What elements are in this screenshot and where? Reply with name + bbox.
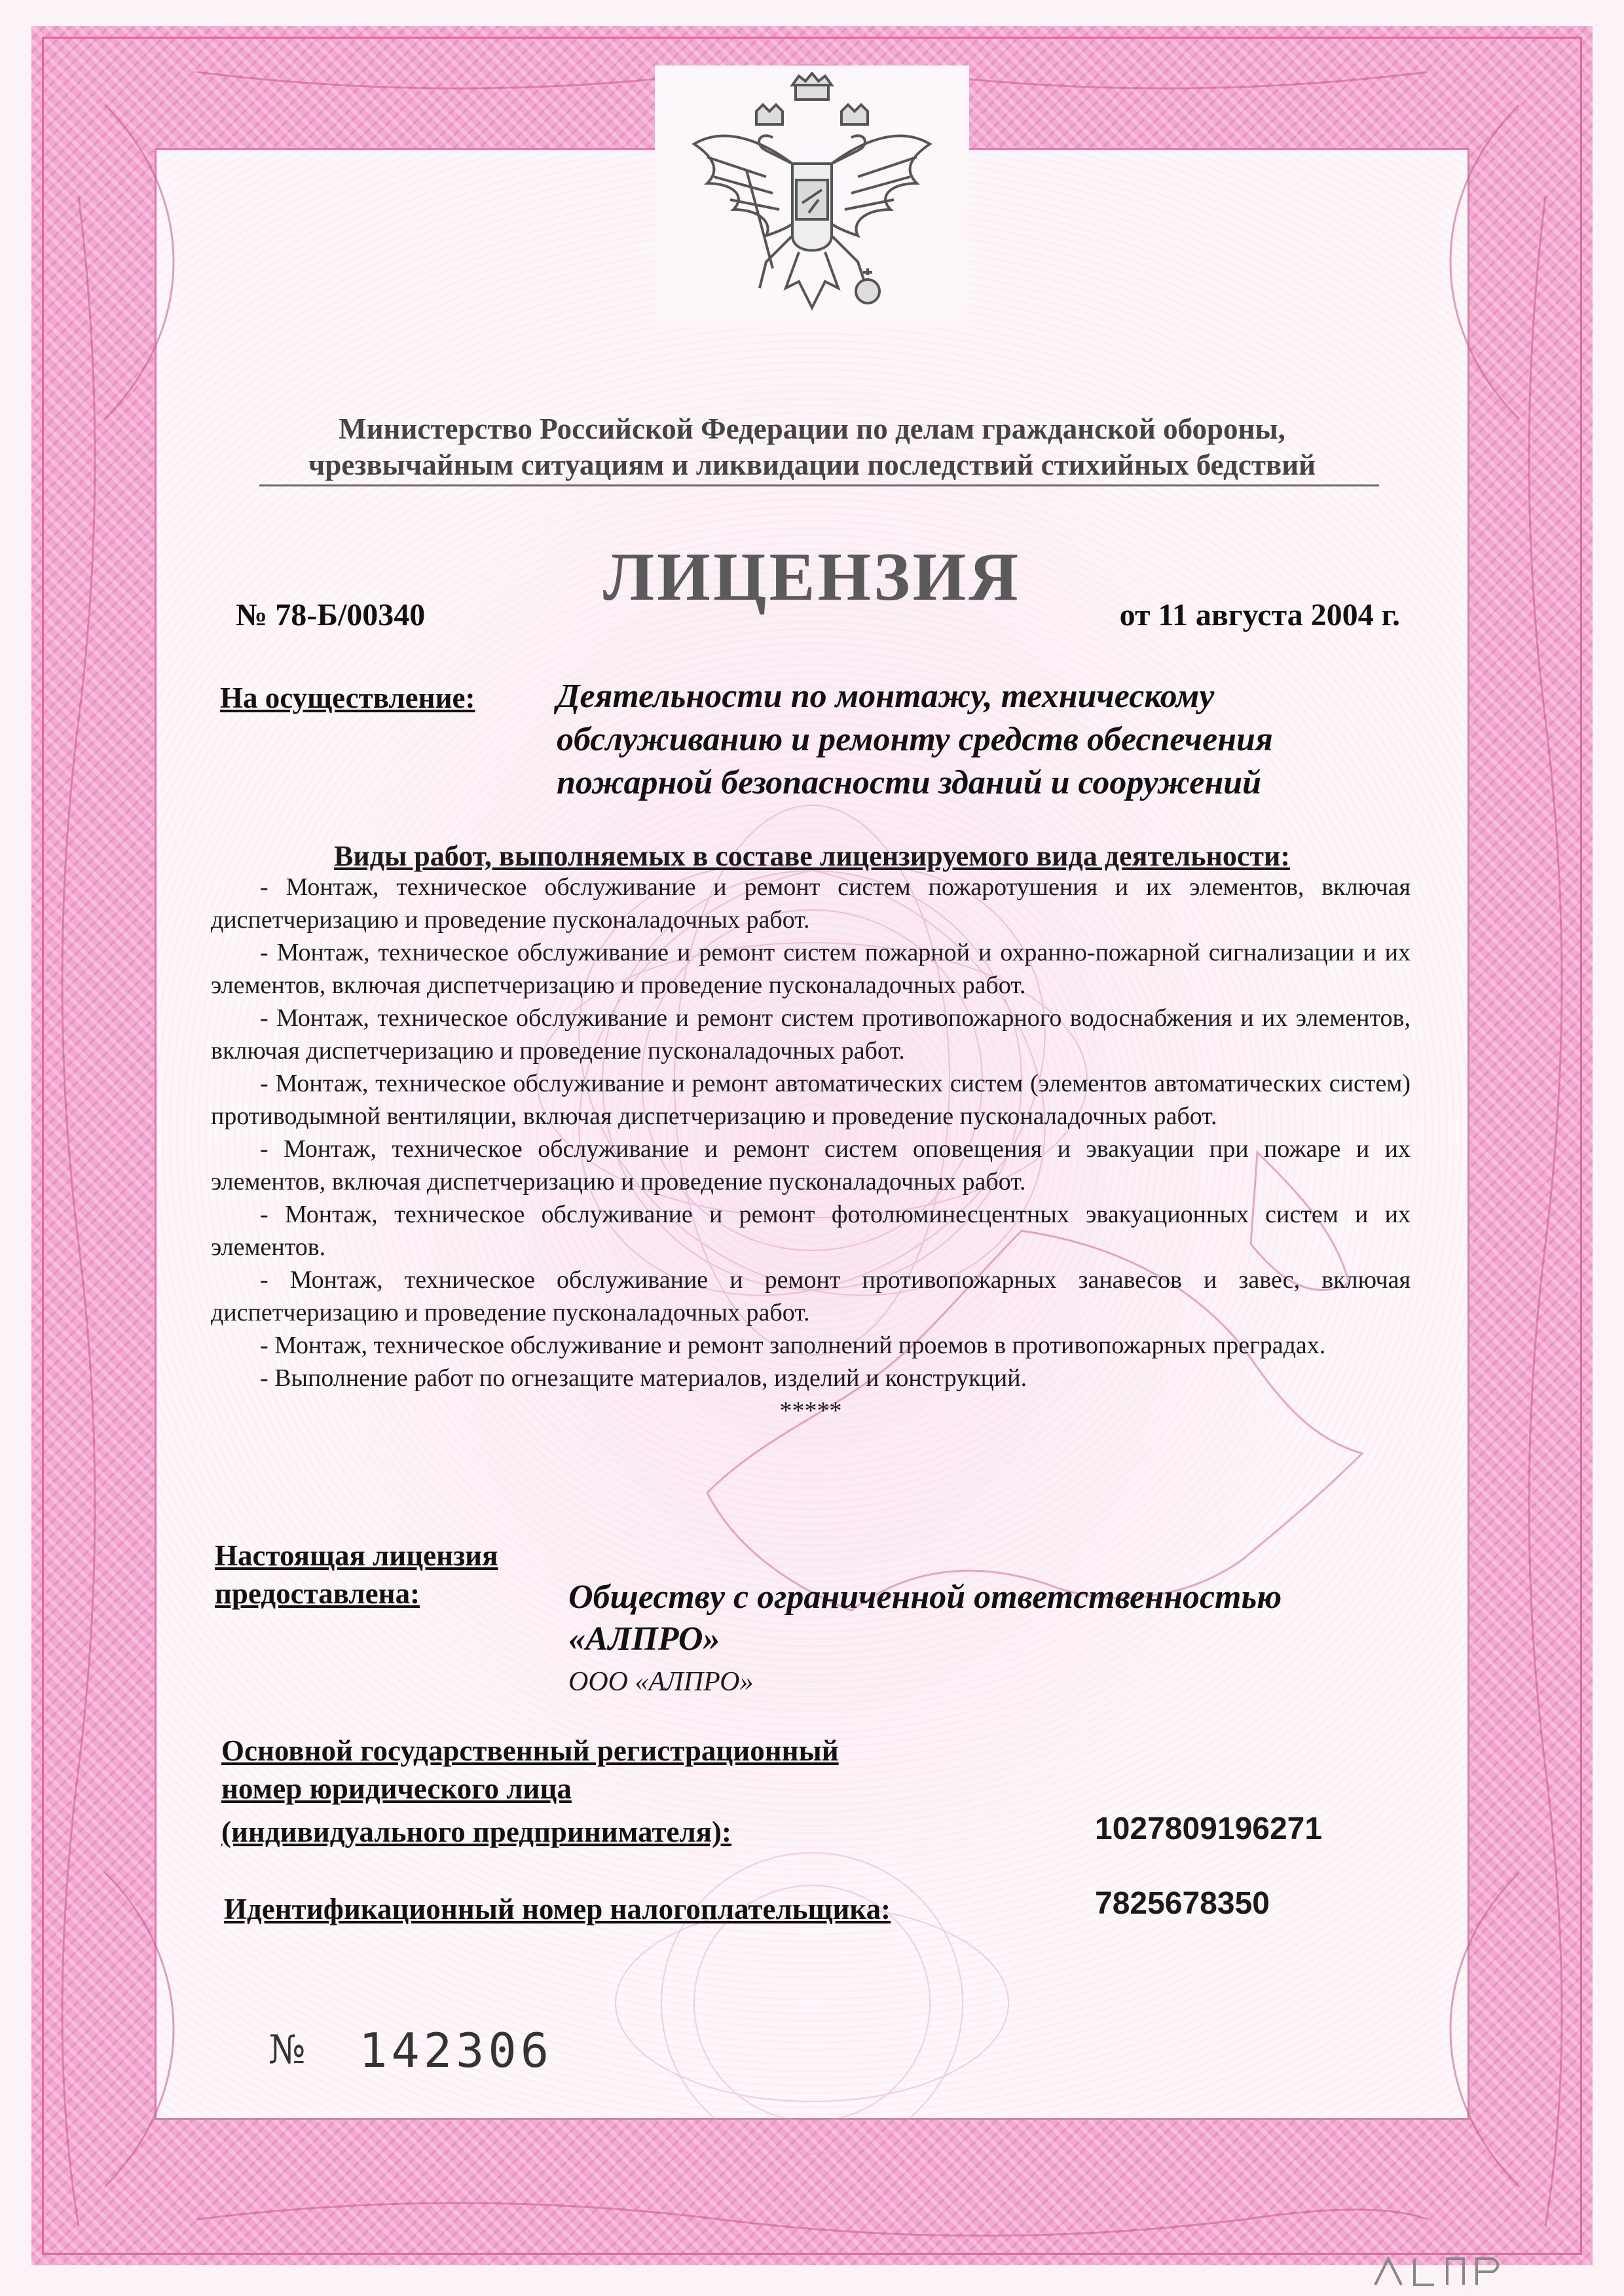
ogrn-label-line1: Основной государственный регистрационный xyxy=(221,1734,839,1767)
coat-of-arms-emblem xyxy=(668,72,956,334)
ministry-name-line1: Министерство Российской Федерации по делам гражданской обороны, xyxy=(339,412,1285,445)
serial-number-sign: № xyxy=(268,2027,306,2073)
works-item: - Монтаж, техническое обслуживание и ремонт заполнений проемов в противопожарных преградах. xyxy=(260,1332,1326,1359)
works-item: - Монтаж, техническое обслуживание и ремонт противопожарных занавесов и завес, включая диспетчеризацию и проведение пусконаладочных работ. xyxy=(211,1266,1411,1326)
works-item: - Монтаж, техническое обслуживание и ремонт автоматических систем (элементов автоматических систем) противодымной вентиляции, включая диспетчеризацию и проведение пусконаладочных работ. xyxy=(211,1070,1411,1130)
license-date: от 11 августа 2004 г. xyxy=(1119,598,1400,632)
works-item: - Монтаж, техническое обслуживание и ремонт систем противопожарного водоснабжения и их элементов, включая диспетчеризацию и проведение пусконаладочных работ. xyxy=(211,1004,1411,1065)
document-title: ЛИЦЕНЗИЯ xyxy=(602,538,1022,615)
works-item: - Выполнение работ по огнезащите материалов, изделий и конструкций. xyxy=(260,1364,1027,1392)
activity-line1: Деятельности по монтажу, техническому xyxy=(557,678,1215,715)
works-separator: ***** xyxy=(779,1397,842,1425)
handwritten-mark xyxy=(1369,2252,1513,2291)
ministry-rule xyxy=(259,484,1379,486)
license-number: № 78-Б/00340 xyxy=(236,598,426,632)
grantee-name-line2: «АЛПРО» xyxy=(568,1620,720,1658)
works-item: - Монтаж, техническое обслуживание и ремонт фотолюминесцентных эвакуационных систем и их элементов. xyxy=(211,1201,1411,1261)
serial-number: 142306 xyxy=(359,2023,553,2078)
inn-label: Идентификационный номер налогоплательщика: xyxy=(224,1893,891,1925)
works-title: Виды работ, выполняемых в составе лицензируемого вида деятельности: xyxy=(334,840,1290,872)
grantee-name-line1: Обществу с ограниченной ответственностью xyxy=(568,1578,1282,1616)
works-item: - Монтаж, техническое обслуживание и ремонт систем пожарной и охранно-пожарной сигнализации и их элементов, включая диспетчеризацию и проведение пусконаладочных работ. xyxy=(211,939,1411,999)
grantee-label-line1: Настоящая лицензия xyxy=(215,1539,498,1572)
grantee-short-name: ООО «АЛПРО» xyxy=(568,1667,754,1697)
works-item: - Монтаж, техническое обслуживание и ремонт систем оповещения и эвакуации при пожаре и их элементов, включая диспетчеризацию и проведение пусконаладочных работ. xyxy=(211,1135,1411,1195)
ogrn-label-line2: номер юридического лица xyxy=(221,1772,572,1805)
ogrn-value: 1027809196271 xyxy=(1095,1812,1323,1846)
ministry-name-line2: чрезвычайным ситуациям и ликвидации последствий стихийных бедствий xyxy=(308,448,1316,481)
works-item: - Монтаж, техническое обслуживание и ремонт систем пожаротушения и их элементов, включая диспетчеризацию и проведение пусконаладочных работ. xyxy=(211,873,1411,934)
grantee-label-line2: предоставлена: xyxy=(215,1577,420,1610)
ogrn-label-line3: (индивидуального предпринимателя): xyxy=(221,1815,732,1848)
activity-label: На осуществление: xyxy=(220,682,475,714)
inn-value: 7825678350 xyxy=(1095,1886,1270,1921)
activity-line3: пожарной безопасности зданий и сооружений xyxy=(557,764,1262,801)
works-list xyxy=(211,871,1411,1427)
activity-line2: обслуживанию и ремонту средств обеспечения xyxy=(557,721,1273,758)
